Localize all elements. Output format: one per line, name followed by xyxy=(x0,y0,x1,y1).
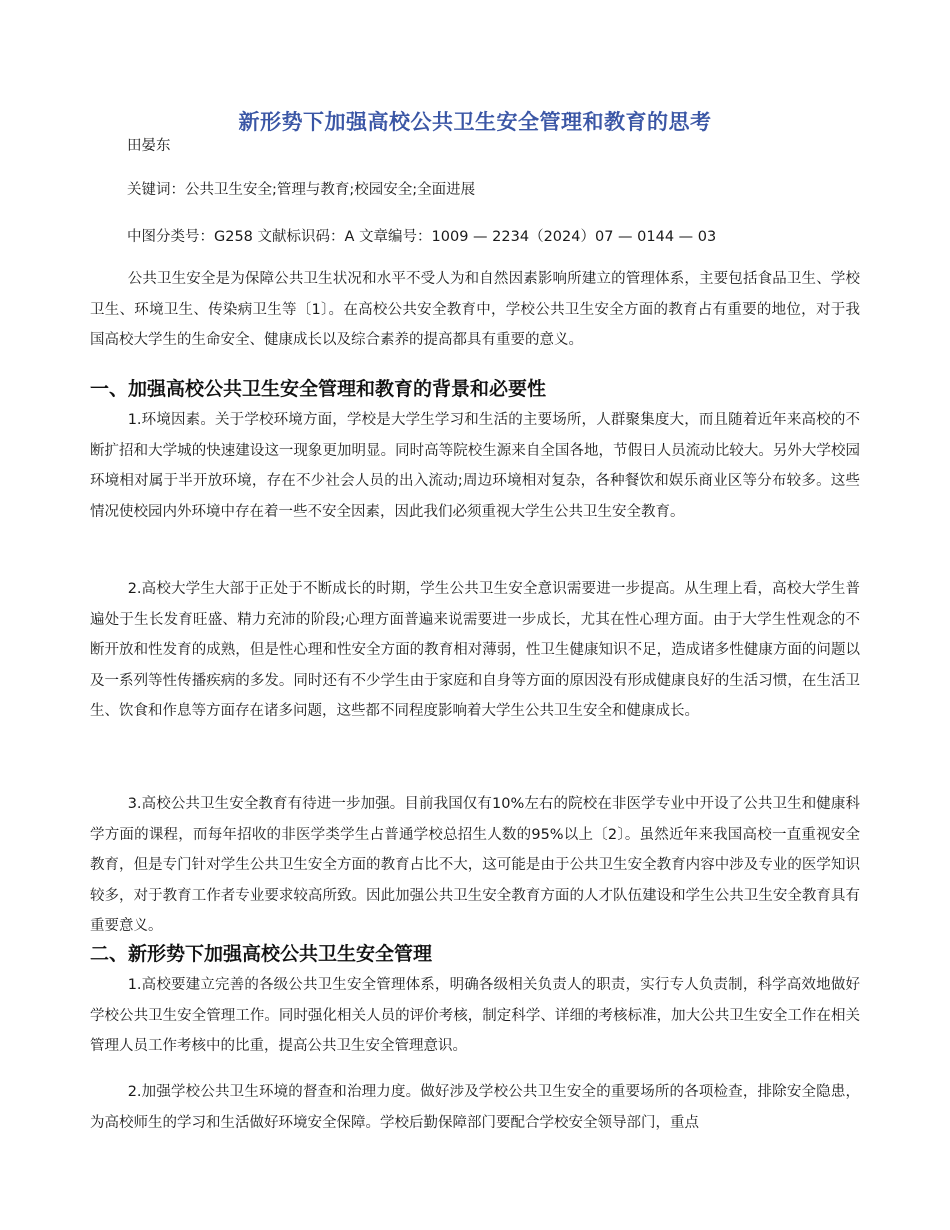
author-name: 田晏东 xyxy=(127,138,171,154)
keywords-line: 关键词：公共卫生安全;管理与教育;校园安全;全面进展 xyxy=(127,182,476,198)
intro-paragraph: 公共卫生安全是为保障公共卫生状况和水平不受人为和自然因素影响所建立的管理体系，主要包括食品卫生、学校卫生、环境卫生、传染病卫生等〔1〕。在高校公共安全教育中，学校公共卫生安全方面的教育占有重要的地位，对于我国高校大学生的生命安全、健康成长以及综合素养的提高都具有重要的意义。 xyxy=(90,271,860,348)
section-1-heading: 一、加强高校公共卫生安全管理和教育的背景和必要性 xyxy=(90,378,547,400)
classification-line: 中图分类号：G258 文献标识码：A 文章编号：1009 — 2234（2024）07 — 0144 — 03 xyxy=(127,229,717,245)
section-1-paragraph-1: 1.环境因素。关于学校环境方面，学校是大学生学习和生活的主要场所，人群聚集度大，而且随着近年来高校的不断扩招和大学城的快速建设这一现象更加明显。同时高等院校生源来自全国各地，节假日人员流动比较大。另外大学校园环境相对属于半开放环境，存在不少社会人员的出入流动;周边环境相对复杂，各种餐饮和娱乐商业区等分布较多。这些情况使校园内外环境中存在着一些不安全因素，因此我们必须重视大学生公共卫生安全教育。 xyxy=(90,412,860,520)
section-2-heading: 二、新形势下加强高校公共卫生安全管理 xyxy=(90,943,433,965)
section-2-paragraph-2: 2.加强学校公共卫生环境的督查和治理力度。做好涉及学校公共卫生安全的重要场所的各项检查，排除安全隐患，为高校师生的学习和生活做好环境安全保障。学校后勤保障部门要配合学校安全领导部门，重点 xyxy=(90,1084,860,1131)
paper-title: 新形势下加强高校公共卫生安全管理和教育的思考 xyxy=(238,110,712,134)
section-2-paragraph-1: 1.高校要建立完善的各级公共卫生安全管理体系，明确各级相关负责人的职责，实行专人负责制，科学高效地做好学校公共卫生安全管理工作。同时强化相关人员的评价考核，制定科学、详细的考核标准，加大公共卫生安全工作在相关管理人员工作考核中的比重，提高公共卫生安全管理意识。 xyxy=(90,977,860,1054)
section-1-paragraph-3: 3.高校公共卫生安全教育有待进一步加强。目前我国仅有10%左右的院校在非医学专业中开设了公共卫生和健康科学方面的课程，而每年招收的非医学类学生占普通学校总招生人数的95%以上〔2〕。虽然近年来我国高校一直重视安全教育，但是专门针对学生公共卫生安全方面的教育占比不大，这可能是由于公共卫生安全教育内容中涉及专业的医学知识较多，对于教育工作者专业要求较高所致。因此加强公共卫生安全教育方面的人才队伍建设和学生公共卫生安全教育具有重要意义。 xyxy=(90,796,860,934)
section-1-paragraph-2: 2.高校大学生大部于正处于不断成长的时期，学生公共卫生安全意识需要进一步提高。从生理上看，高校大学生普遍处于生长发育旺盛、精力充沛的阶段;心理方面普遍来说需要进一步成长，尤其在性心理方面。由于大学生性观念的不断开放和性发育的成熟，但是性心理和性安全方面的教育相对薄弱，性卫生健康知识不足，造成诸多性健康方面的问题以及一系列等性传播疾病的多发。同时还有不少学生由于家庭和自身等方面的原因没有形成健康良好的生活习惯，在生活卫生、饮食和作息等方面存在诸多问题，这些都不同程度影响着大学生公共卫生安全和健康成长。 xyxy=(90,581,860,719)
